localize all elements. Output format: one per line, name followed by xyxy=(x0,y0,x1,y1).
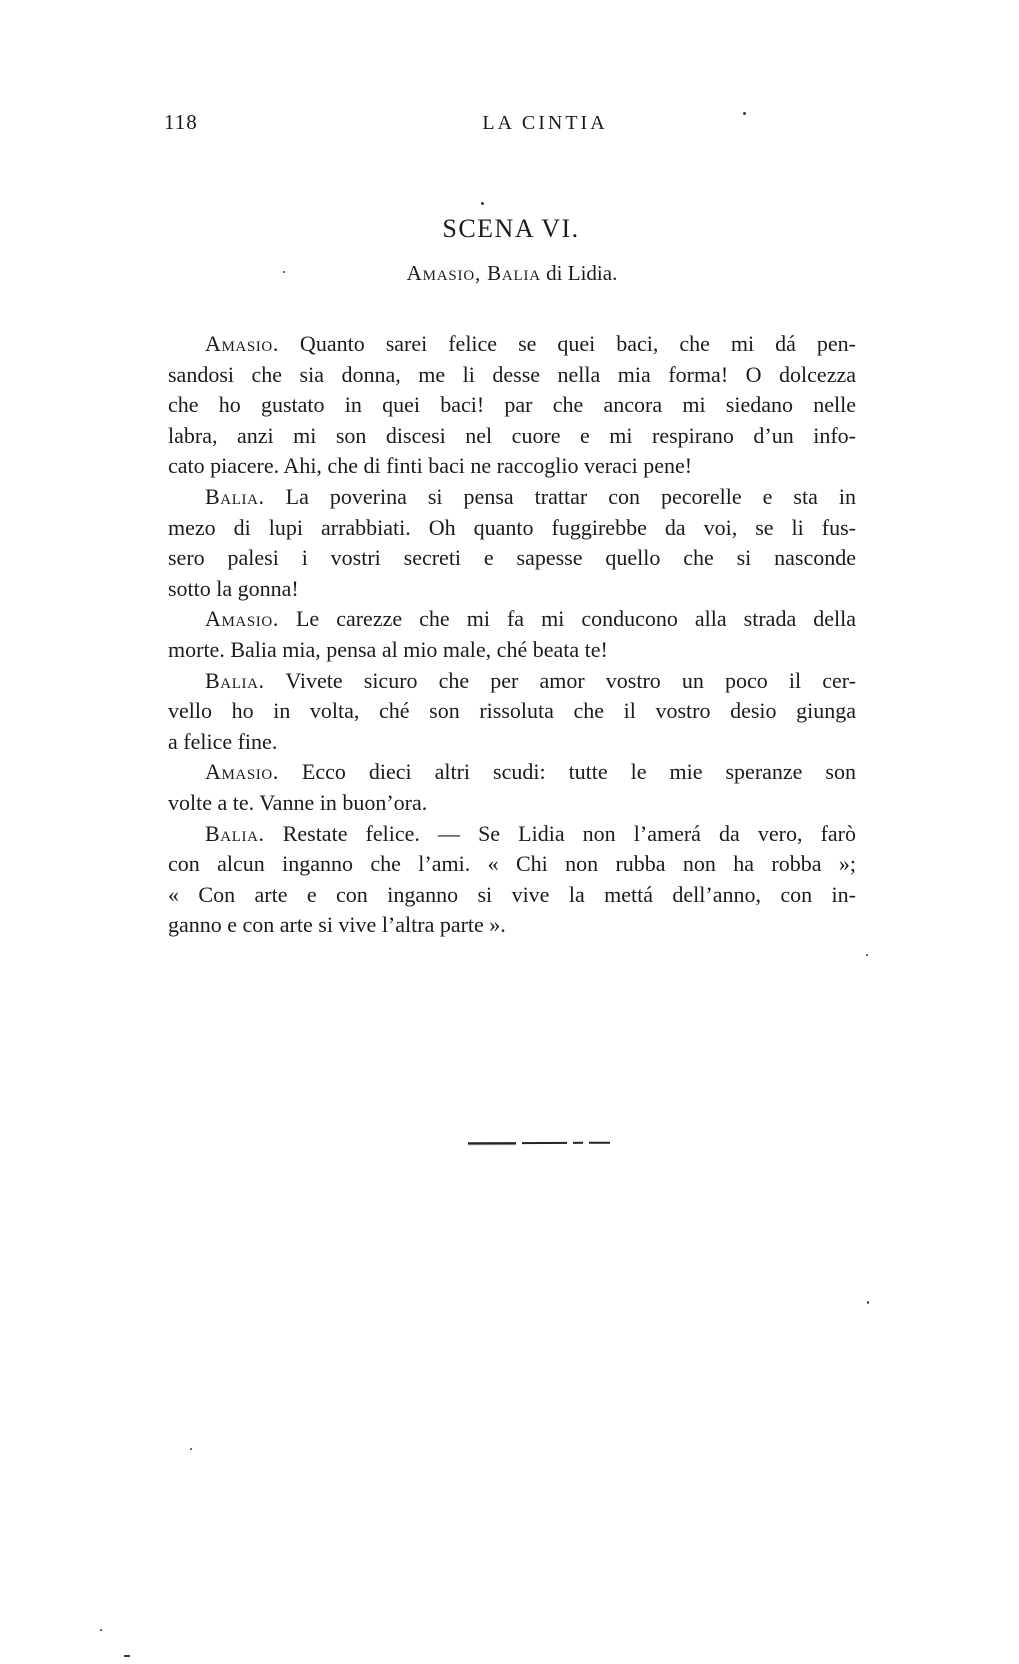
dialogue-text: Ecco dieci altri scudi: tutte le mie speranze son xyxy=(278,759,856,785)
dialogue-text: Le carezze che mi fa mi conducono alla strada della xyxy=(278,606,856,632)
text-line: vello ho in volta, ché son rissoluta che il vostro desio giunga xyxy=(168,698,856,724)
text-line: mezo di lupi arrabbiati. Oh quanto fuggirebbe da voi, se li fus- xyxy=(168,514,856,540)
text-line: labra, anzi mi son discesi nel cuore e mi respirano d’un info- xyxy=(168,422,856,448)
scan-speck xyxy=(190,1448,192,1450)
dialogue-paragraph-amasio-2 xyxy=(168,604,856,665)
text-line: ganno e con arte si vive l’altra parte ». xyxy=(168,912,506,938)
text-line: morte. Balia mia, pensa al mio male, ché beata te! xyxy=(168,636,608,662)
section-divider-rule xyxy=(468,1142,610,1145)
text-line xyxy=(168,329,856,360)
speaker-name: Balia. xyxy=(205,820,265,846)
page-number: 118 xyxy=(164,110,198,134)
text-line xyxy=(168,482,856,513)
scan-speck xyxy=(867,1301,869,1304)
scan-speck xyxy=(124,1655,130,1657)
scan-speck xyxy=(283,271,285,273)
running-title: LA CINTIA xyxy=(482,112,608,134)
text-line: sandosi che sia donna, me li desse nella mia forma! O dolcezza xyxy=(168,361,856,387)
scan-speck xyxy=(866,954,868,956)
speaker-name: Amasio. xyxy=(205,759,279,785)
dialogue-text: Quanto sarei felice se quei baci, che mi dá pen- xyxy=(278,331,856,356)
speaker-name: Amasio. xyxy=(205,331,279,356)
text-line: cato piacere. Ahi, che di finti baci ne raccoglio veraci pene! xyxy=(168,453,693,479)
dialogue-text: Restate felice. — Se Lidia non l’amerá da vero, farò xyxy=(264,820,856,846)
scan-speck xyxy=(743,112,746,115)
cast-suffix: di Lidia. xyxy=(540,261,618,285)
speaker-name: Amasio. xyxy=(205,606,279,632)
dialogue-text: La poverina si pensa trattar con pecorelle e sta in xyxy=(264,483,856,509)
cast-names: Amasio, Balia xyxy=(406,261,541,285)
dialogue-paragraph-balia-2 xyxy=(168,666,856,758)
dialogue-paragraph-amasio-3 xyxy=(168,757,856,818)
dialogue-body xyxy=(168,329,856,941)
text-line: che ho gustato in quei baci! par che ancora mi siedano nelle xyxy=(168,392,856,418)
scan-speck xyxy=(481,202,484,205)
text-line xyxy=(168,819,856,850)
text-line: a felice fine. xyxy=(168,728,278,754)
text-line: « Con arte e con inganno si vive la mettá dell’anno, con in- xyxy=(168,881,856,907)
dialogue-paragraph-balia-1 xyxy=(168,482,856,604)
text-line xyxy=(168,666,856,697)
text-line: sotto la gonna! xyxy=(168,575,299,601)
text-line: volte a te. Vanne in buon’ora. xyxy=(168,789,428,815)
text-line: sero palesi i vostri secreti e sapesse quello che si nasconde xyxy=(168,545,856,571)
speaker-name: Balia. xyxy=(205,483,265,509)
speaker-name: Balia. xyxy=(205,667,265,693)
text-line xyxy=(168,757,856,788)
text-line: con alcun inganno che l’ami. « Chi non rubba non ha robba »; xyxy=(168,851,856,877)
scan-speck xyxy=(100,1629,102,1631)
dialogue-paragraph-amasio-1 xyxy=(168,329,856,482)
cast-line xyxy=(407,261,618,286)
scene-heading: SCENA VI. xyxy=(442,214,580,243)
dialogue-paragraph-balia-3 xyxy=(168,819,856,941)
text-line xyxy=(168,604,856,635)
dialogue-text: Vivete sicuro che per amor vostro un poco il cer- xyxy=(264,667,856,693)
